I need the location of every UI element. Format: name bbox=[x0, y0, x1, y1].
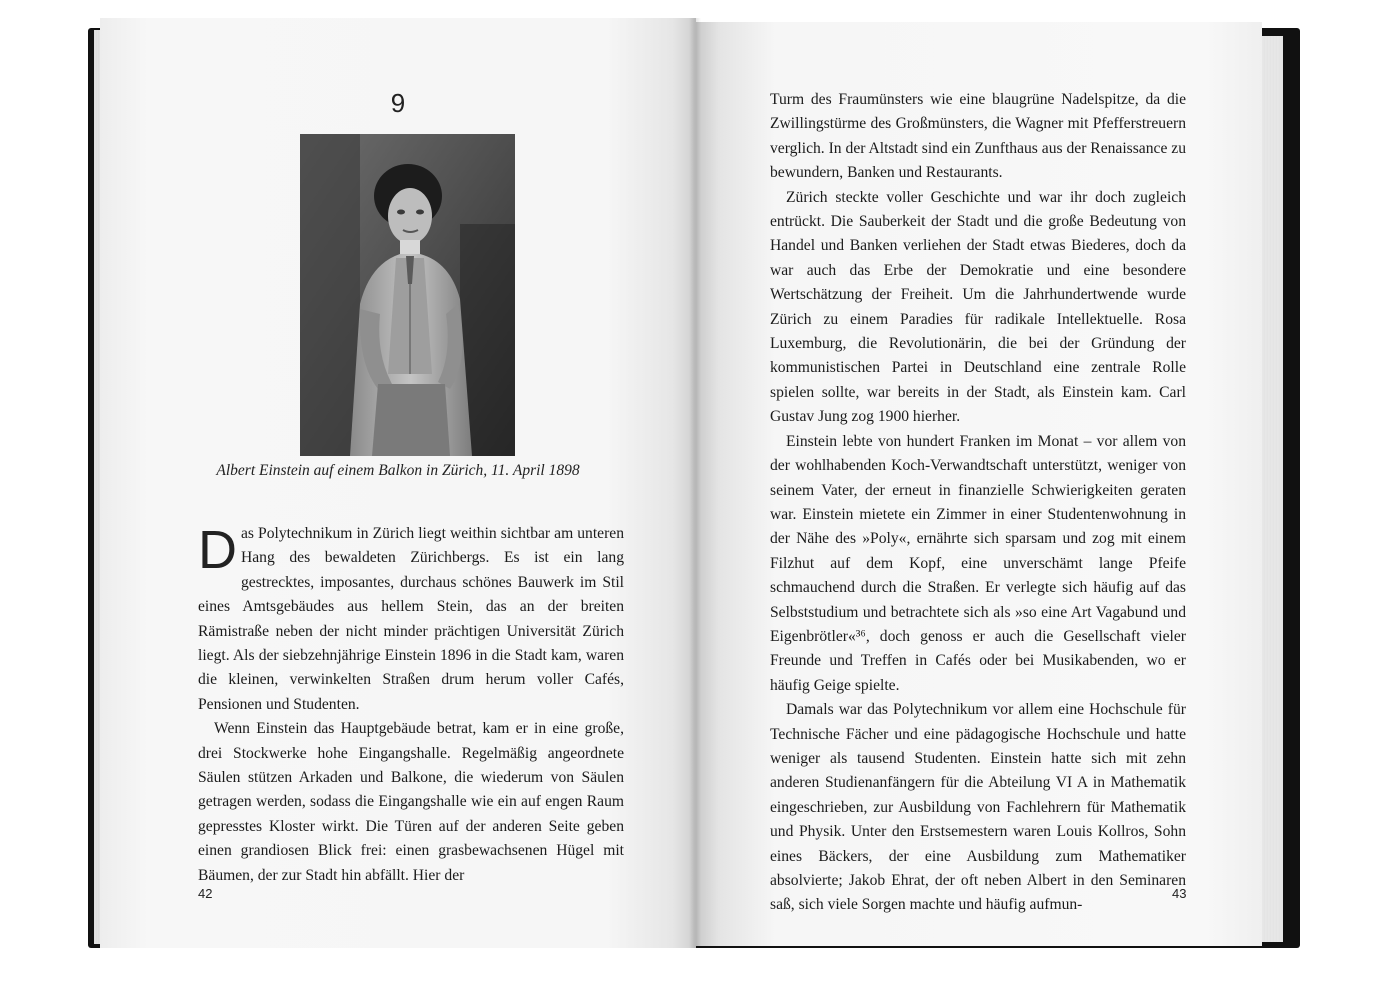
paragraph-text: as Polytechnikum in Zürich liegt weithin sichtbar am unteren Hang des bewaldeten Zürichbergs. Es ist ein lang gestrecktes, imposantes, durchaus schönes Bauwerk im Stil eines Amtsgebäudes aus hellem Stein, das an der breiten Rämistraße neben der nicht minder prächtigen Universität Zürich liegt. Als der siebzehnjährige Einstein 1896 in die Stadt kam, waren die kleinen, verwinkelten Straßen drum herum voller Cafés, Pensionen und Studenten. bbox=[198, 525, 624, 713]
einstein-photo bbox=[300, 134, 515, 456]
chapter-number: 9 bbox=[390, 88, 406, 118]
paragraph: Wenn Einstein das Hauptgebäude betrat, kam er in eine große, drei Stockwerke hohe Eingangshalle. Regelmäßig angeordnete Säulen stützen Arkaden und Balkone, die wiederum von Säulen getragen werden, sodass die Eingangshalle wie ein auf engen Raum gepresstes Kloster wirkt. Die Türen auf der anderen Seite geben einen grandiosen Blick frei: einen grasbewachsenen Hügel mit Bäumen, der zur Stadt hin abfällt. Hier der bbox=[198, 720, 624, 884]
paragraph: Zürich steckte voller Geschichte und war ihr doch zugleich entrückt. Die Sauberkeit der Stadt und die große Bedeutung von Handel und Banken verliehen der Stadt etwas Biederes, doch da war auch das Erbe der Demokratie und eine besondere Wertschätzung der Freiheit. Um die Jahrhundertwende wurde Zürich zu einem Paradies für radikale Intellektuelle. Rosa Luxemburg, die Revolutionärin, die bei der Gründung der kommunistischen Partei in Deutschland eine zentrale Rolle spielen sollte, war bereits in der Stadt, als Einstein kam. Carl Gustav Jung zog 1900 hierher. bbox=[770, 188, 1186, 426]
paragraph bbox=[198, 522, 624, 717]
book-gutter bbox=[689, 18, 701, 948]
paragraph: Damals war das Polytechnikum vor allem eine Hochschule für Technische Fächer und eine pädagogische Hochschule und hatte weniger als tausend Studenten. Einstein hatte sich mit zehn anderen Studienanfängern für die Abteilung VI A in Mathematik eingeschrieben, zur Ausbildung von Fachlehrern für Mathematik und Physik. Unter den Erstsemestern waren Louis Kollros, Sohn eines Bäckers, der eine Ausbildung zum Mathematiker absolvierte; Jakob Ehrat, der oft neben Albert in den Seminaren saß, sich viele Sorgen machte und häufig aufmun- bbox=[770, 701, 1186, 914]
drop-cap: D bbox=[198, 520, 237, 580]
photo-caption: Albert Einstein auf einem Balkon in Zürich, 11. April 1898 bbox=[216, 462, 580, 479]
paragraph: Turm des Fraumünsters wie eine blaugrüne Nadelspitze, da die Zwillingstürme des Großmünsters, die Wagner mit Pfefferstreuern verglich. In der Altstadt sind ein Zunfthaus aus der Renaissance zu bewundern, Banken und Restaurants. bbox=[770, 91, 1186, 182]
page-number-right: 43 bbox=[1172, 886, 1187, 901]
paragraph: Einstein lebte von hundert Franken im Monat – vor allem von der wohlhabenden Koch-Verwandtschaft unterstützt, weniger von seinem Vater, der erneut in finanzielle Schwierigkeiten geraten war. Einstein mietete ein Zimmer in einer Studentenwohnung in der Nähe des »Poly«, ernährte sich sparsam und zog mit einem Filzhut auf dem Kopf, eine unverschämt lange Pfeife schmauchend durch die Straßen. Er verlegte sich häufig auf das Selbststudium und betrachtete sich als »so eine Art Vagabund und Eigenbrötler«³⁶, doch genoss er auch die Gesellschaft vieler Freunde und Treffen in Cafés oder bei Musikabenden, wo er häufig Geige spielte. bbox=[770, 432, 1186, 694]
left-body-text bbox=[198, 522, 624, 888]
page-number-left: 42 bbox=[198, 886, 213, 901]
portrait-photo-image bbox=[300, 134, 515, 456]
right-body-text bbox=[770, 88, 1186, 918]
